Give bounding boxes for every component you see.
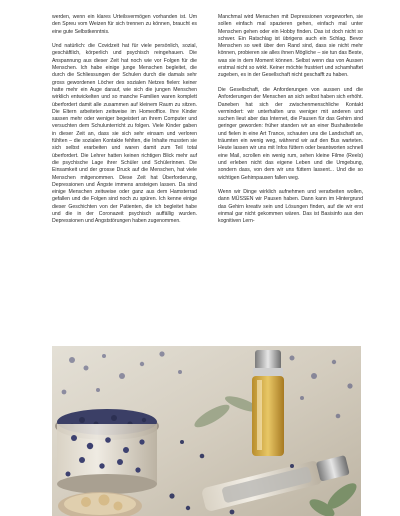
- text-column-left: [52, 14, 197, 233]
- lavender-oil-photo: [52, 346, 361, 516]
- paragraph: Die Gesellschaft, die Anforderungen von aussen und die Anforderungen der Menschen an sich selbst haben sich erhöht. Daneben hat sich der zwischenmenschliche Kontakt vermindert: wir unterhalten uns weniger mit anderen und suchen lieut aber das Internet, die Pausen für das Gehirn sind geringer geworden: früher standen wir an einer Bushaltestelle und fielen in eine Art Trance, schauten uns die Landschaft an, träumten ein wenig weg, während wir auf den Bus warteten. Heute lassen wir uns mit Infos füttern oder beantworten schnell eine Mail, scrollen ein wenig rum, sehen kleine Filme (Reels) und erleben nicht das eigene Leben und die Umgebung, sondern dass, von dem wir uns füttern lassent... Und die so wichtigen Gehirnpausen fallen weg.: [218, 86, 363, 181]
- text-column-right: [218, 14, 363, 233]
- paragraph: Manchmal wird Menschen mit Depressionen vorgeworfen, sie sollen einfach mal spazieren gehen, einfach mal unter Menschen gehen oder ein Hobby finden. Das ist doch nicht so schwer. Ein Ratschlag ist übrigens auch ein Schlag. Bevor Menschen so weit über den Rand sind, dass sie nicht mehr können, probieren sie alles ihnen Mögliche – sie tun das Beste, was sie in dem Moment können. Selbst wenn das von Aussen erstmal nicht so wirkt. Keiner möchte frustriert und schamhaftet zugeben, es in der Gesellschaft nicht geschafft zu haben.: [218, 14, 363, 79]
- article-photo: [52, 346, 361, 516]
- paragraph: werden, wenn ein klares Urteilsvermögen vorhanden ist. Um den Spreu vom Weizen für sich trennen zu können, braucht es eine gute Selbstkenntnis.: [52, 14, 197, 35]
- paragraph: Wenn wir Dinge wirklich aufnehmen und verarbeiten wollen, dann MÜSSEN wir Pausen haben. Dann kann im Hintergrund das Gehirn kreativ sein und Lösungen finden, auf die wir erst einmal gar nicht gekommen wären. Das ist Basisinfo aus den kognitiven Lern-: [218, 189, 363, 225]
- paragraph: Und natürlich: die Covidzeit hat für viele persönlich, sozial, geschäftlich, körperlich und psychisch reingehauen. Die Anspannung aus dieser Zeit hat noch wie vor Folgen für die Menschen. Ich habe einige junge Menschen begleitet, die durch die Schliessungen der Schulen durch die damals sehr gross gewordenen Löcher des sozialen Netzes fielen: keiner hatte mehr ein Auge darauf, wie sich die jungen Menschen wirklich entwickelten und so manche Familien waren komplett überfordert damit alle zusammen auf kleinem Raum zu sitzen. Die Eltern arbeiteten zeitweise im Homeoffice. Ihre Kinder sassen mehr oder weniger begeistert an ihrem Computer und versuchten dem Schulunterricht zu folgen. Viele Kinder gaben in dieser Zeit an, dass sie sich sehr einsam und verloren fühlten – die sozialen Kontakte fehlten, die Inhalte mussten sie sich selbst erarbeiten und waren damit zum Teil total überfordert. Die Lehrer hatten keinen richtigen Blick mehr auf die psychische Lage ihrer Schüler und Schülerinnen. Die Einsamkeit und der grosse Druck auf die Menschen, hat viele Menschen mitgenommen. Diese Zeit hat Überforderung, Depressionen und Ängste immens ansteigen lassen. Da sind einige Menschen zeitweise oder ganz aus dem Hamsterrad gefallen und die Folgen sind noch zu spüren. Ich kenne einige dieser Geschichten von der Patienten, die ich begleitet habe und die in der Coronazeit psychisch auffällig wurden. Depressionen und Angststörungen haben zugenommen.: [52, 43, 197, 225]
